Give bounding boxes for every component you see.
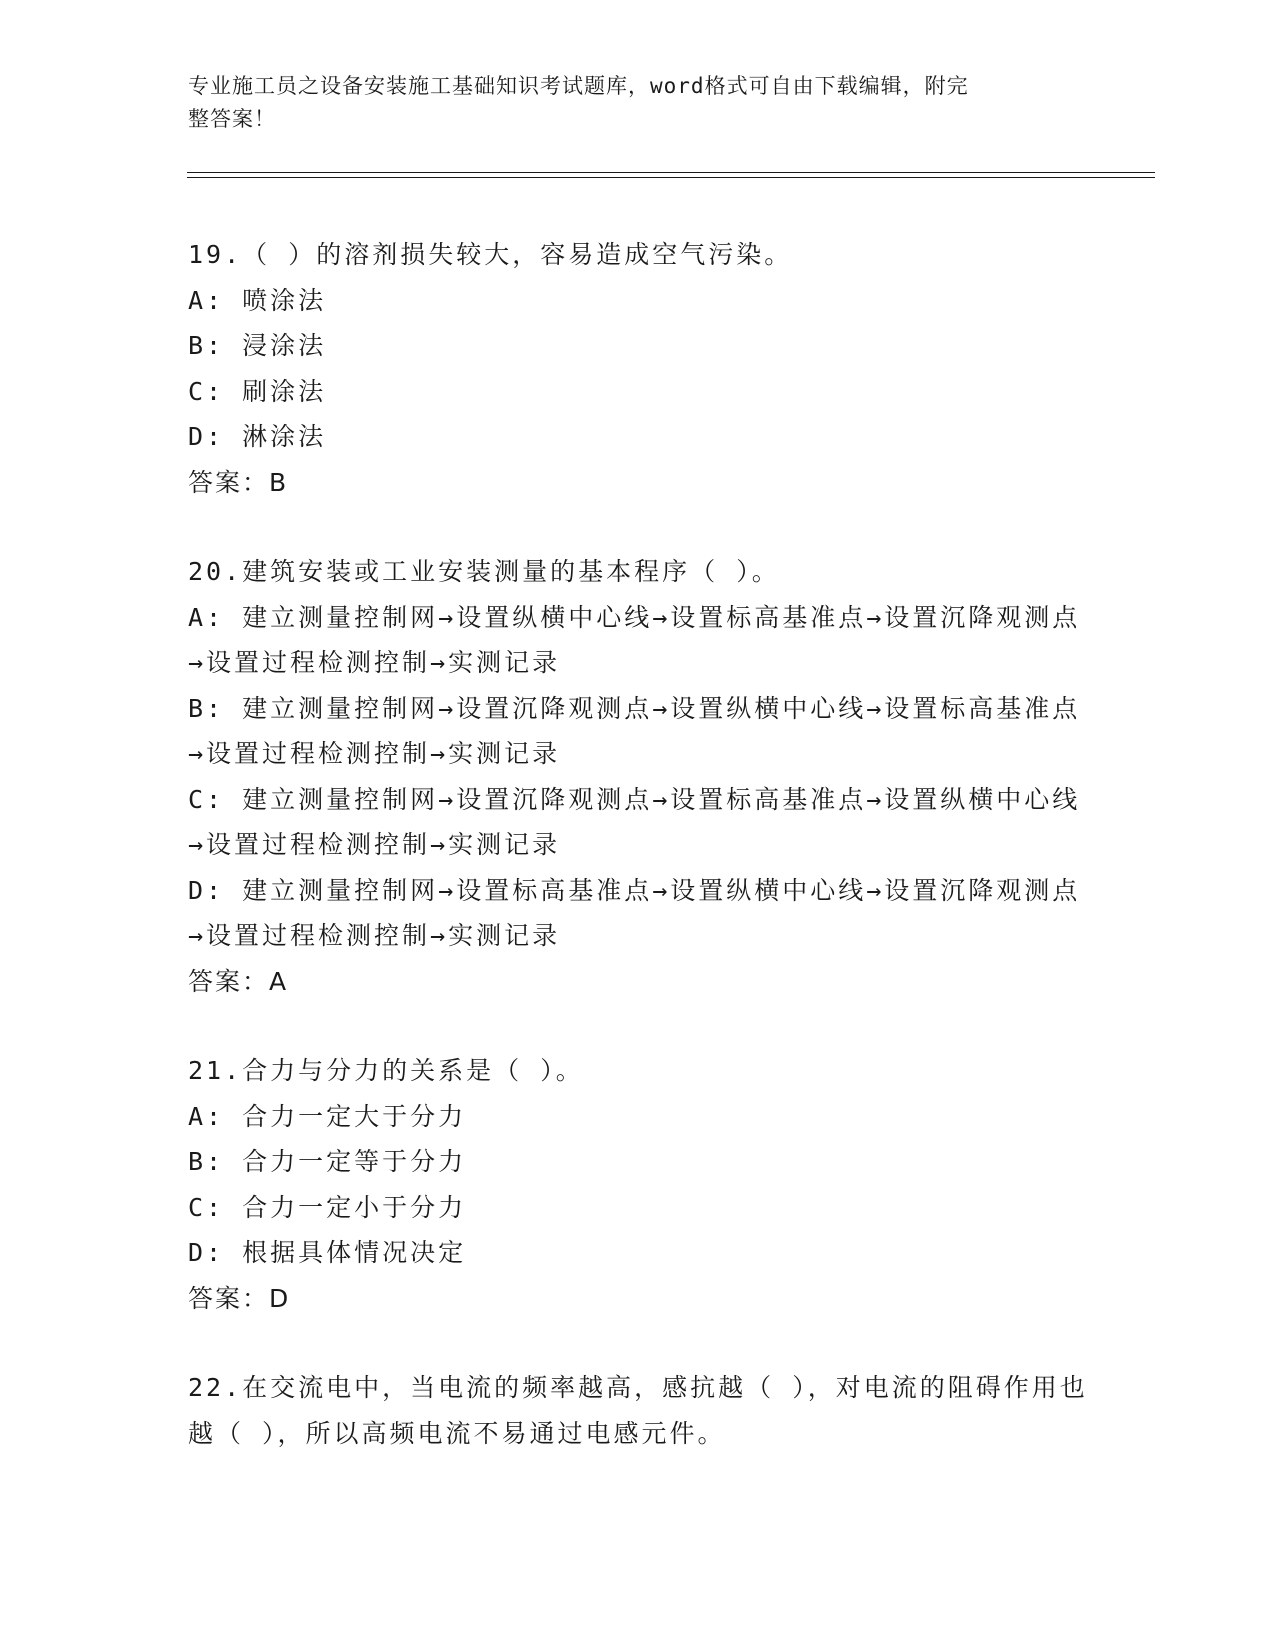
option-c: C: 刷涂法: [188, 376, 327, 406]
option-d: D: 根据具体情况决定: [188, 1238, 467, 1267]
question-19: [188, 232, 1088, 505]
option-c: C: 合力一定小于分力: [188, 1192, 467, 1222]
header-divider-top: [187, 172, 1155, 173]
header-divider-bottom: [187, 177, 1155, 178]
option-c: C: 建立测量控制网→设置沉降观测点→设置标高基准点→设置纵横中心线→设置过程检测控制→实测记录: [188, 784, 1081, 859]
question-stem: 20.建筑安装或工业安装测量的基本程序（ ）。: [188, 557, 780, 586]
answer-line: 答案：A: [188, 966, 289, 996]
option-d: D: 建立测量控制网→设置标高基准点→设置纵横中心线→设置沉降观测点→设置过程检测控制→实测记录: [188, 875, 1081, 950]
answer-line: 答案：B: [188, 467, 289, 497]
question-20: [188, 549, 1088, 1004]
answer-line: 答案：D: [188, 1283, 291, 1313]
option-a: A: 合力一定大于分力: [188, 1101, 467, 1131]
question-stem: 19.（ ）的溶剂损失较大，容易造成空气污染。: [188, 240, 793, 269]
question-stem: 21.合力与分力的关系是（ ）。: [188, 1056, 584, 1085]
document-header: [188, 70, 1068, 136]
question-22: [188, 1365, 1088, 1456]
question-list: [188, 232, 1088, 1500]
question-21: [188, 1048, 1088, 1321]
option-b: B: 浸涂法: [188, 331, 327, 360]
option-a: A: 喷涂法: [188, 285, 327, 315]
question-stem: 22.在交流电中，当电流的频率越高，感抗越（ ），对电流的阻碍作用也越（ ），所以高频电流不易通过电感元件。: [188, 1373, 1088, 1448]
header-intro-line-1: 专业施工员之设备安装施工基础知识考试题库，word格式可自由下载编辑，附完: [188, 74, 969, 98]
option-a: A: 建立测量控制网→设置纵横中心线→设置标高基准点→设置沉降观测点→设置过程检测控制→实测记录: [188, 602, 1081, 677]
option-b: B: 建立测量控制网→设置沉降观测点→设置纵横中心线→设置标高基准点→设置过程检测控制→实测记录: [188, 693, 1081, 768]
option-b: B: 合力一定等于分力: [188, 1147, 467, 1176]
option-d: D: 淋涂法: [188, 422, 327, 451]
header-intro-line-2: 整答案！: [188, 107, 276, 131]
